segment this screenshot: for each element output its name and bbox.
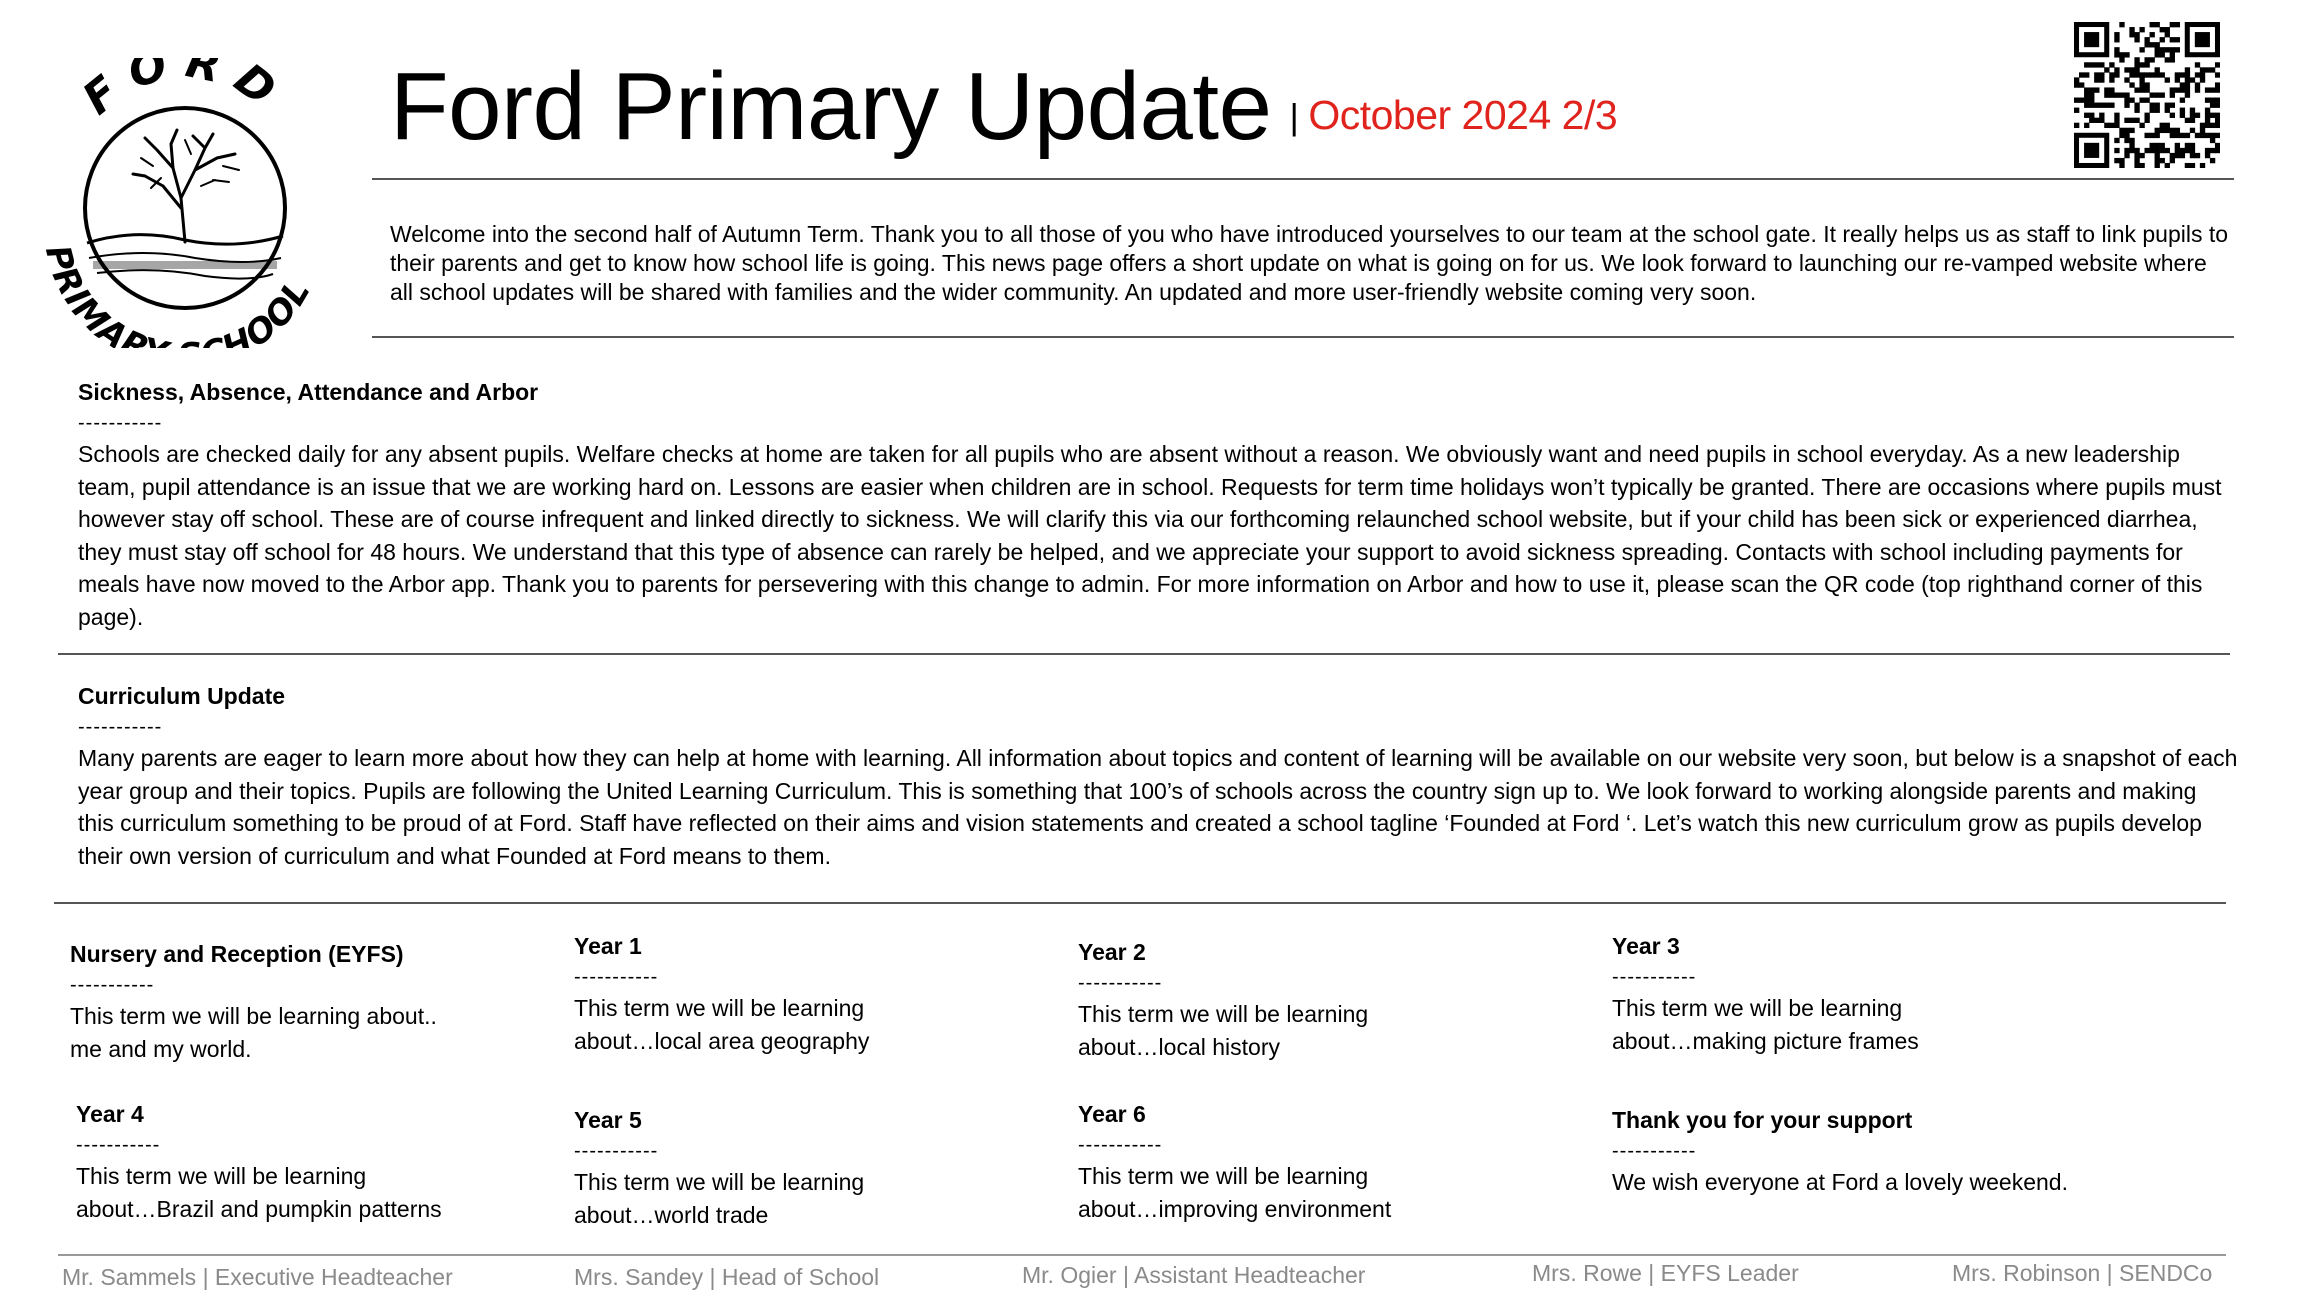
year-text-line: This term we will be learning — [1078, 1163, 1369, 1189]
year-heading: Year 4 — [76, 1101, 144, 1127]
year-divider-text: ----------- — [574, 1140, 659, 1162]
year-block-1 — [574, 930, 1054, 1057]
year-heading: Year 3 — [1612, 933, 1680, 959]
year-block-5 — [574, 1104, 1054, 1231]
thank-you-divider-text: ----------- — [1612, 1140, 1697, 1162]
year-text-line: about…world trade — [574, 1201, 769, 1228]
section-curriculum — [78, 680, 2238, 872]
school-logo — [45, 58, 325, 348]
svg-text:FORD: FORD — [73, 58, 297, 125]
year-text-line: about…local history — [1078, 1033, 1280, 1060]
footer-staff-4: Mrs. Rowe | EYFS Leader — [1532, 1260, 1799, 1286]
footer-staff-2: Mrs. Sandey | Head of School — [574, 1264, 880, 1290]
footer-staff-5: Mrs. Robinson | SENDCo — [1952, 1260, 2213, 1286]
section-body: Schools are checked daily for any absent pupils. Welfare checks at home are taken for all pupils who are absent without a reason. We obviously want and need pupils in school everyday. As a new leadership team, pupil attendance is an issue that we are working hard on. Lessons are easier when children are in school. Requests for term time holidays won’t typically be granted. There are occasions where pupils must however stay off school. These are of course infrequent and linked directly to sickness. We will clarify this via our forthcoming relaunched school website, but if your child has been sick or experienced diarrhea, they must stay off school for 48 hours. We understand that this type of absence can rarely be helped, and we appreciate your support to avoid sickness spreading. Contacts with school including payments for meals have now moved to the Arbor app. Thank you to parents for persevering with this change to admin. For more information on Arbor and how to use it, please scan the QR code (top righthand corner of this page). — [78, 441, 2222, 630]
year-text-line: This term we will be learning — [1078, 1001, 1369, 1027]
section-divider — [58, 653, 2230, 655]
year-heading: Year 6 — [1078, 1101, 1146, 1127]
issue-date: October 2024 2/3 — [1308, 92, 1618, 138]
section-heading: Curriculum Update — [78, 683, 286, 709]
footer-staff-3: Mr. Ogier | Assistant Headteacher — [1022, 1262, 1366, 1288]
year-block-eyfs — [70, 938, 550, 1065]
footer-divider — [58, 1254, 2226, 1256]
year-divider-text: ----------- — [574, 966, 659, 988]
year-text-line: about…Brazil and pumpkin patterns — [76, 1195, 442, 1222]
tree-logo-icon — [45, 58, 325, 348]
thank-you-text: We wish everyone at Ford a lovely weekend. — [1612, 1169, 2068, 1195]
year-divider-text: ----------- — [76, 1134, 161, 1156]
page-title — [390, 52, 1617, 172]
year-text-line: me and my world. — [70, 1035, 252, 1062]
section-divider — [54, 902, 2226, 904]
title-text: Ford Primary Update — [390, 53, 1272, 160]
year-divider-text: ----------- — [1078, 1134, 1163, 1156]
year-divider-text: ----------- — [1078, 972, 1163, 994]
intro-divider — [372, 336, 2234, 338]
intro-paragraph: Welcome into the second half of Autumn Term. Thank you to all those of you who have introduced yourselves to our team at the school gate. It really helps us as staff to link pupils to their parents and get to know how school life is going. This news page offers a short update on what is going on for us. We look forward to launching our re-vamped website where all school updates will be shared with families and the wider community. An updated and more user-friendly website coming very soon. — [390, 221, 2229, 305]
year-heading: Year 1 — [574, 933, 642, 959]
year-divider-text: ----------- — [1612, 966, 1697, 988]
year-text-line: This term we will be learning about.. — [70, 1003, 437, 1029]
year-text-line: about…improving environment — [1078, 1195, 1392, 1222]
year-block-3 — [1612, 930, 2212, 1057]
section-body: Many parents are eager to learn more about how they can help at home with learning. All information about topics and content of learning will be available on our website very soon, but below is a snapshot of each year group and their topics. Pupils are following the United Learning Curriculum. This is something that 100’s of schools across the country sign up to. We look forward to working alongside parents and making this curriculum something to be proud of at Ford. Staff have reflected on their aims and vision statements and created a school tagline ‘Founded at Ford ‘. Let’s watch this new curriculum grow as pupils develop their own version of curriculum and what Founded at Ford means to them. — [78, 745, 2238, 869]
qr-code-graphic — [2074, 22, 2220, 168]
section-divider-text: ----------- — [78, 412, 163, 434]
year-block-6 — [1078, 1098, 1558, 1225]
year-block-2 — [1078, 936, 1558, 1063]
year-block-4 — [76, 1098, 556, 1225]
header-divider — [372, 178, 2234, 180]
year-text-line: about…making picture frames — [1612, 1027, 1919, 1054]
title-separator: | — [1289, 96, 1299, 137]
section-heading: Sickness, Absence, Attendance and Arbor — [78, 379, 539, 405]
year-text-line: This term we will be learning — [76, 1163, 367, 1189]
footer-staff-1: Mr. Sammels | Executive Headteacher — [62, 1264, 453, 1290]
year-heading: Nursery and Reception (EYFS) — [70, 941, 404, 967]
year-heading: Year 2 — [1078, 939, 1146, 965]
thank-you-heading: Thank you for your support — [1612, 1107, 1913, 1133]
qr-code-icon — [2074, 22, 2220, 168]
year-text-line: This term we will be learning — [574, 1169, 865, 1195]
section-attendance — [78, 376, 2238, 633]
svg-text:PRIMARY SCHOOL: RIMAR HOOL — [45, 260, 319, 348]
year-text-line: about…local area geography — [574, 1027, 870, 1054]
thank-you-block — [1612, 1104, 2232, 1199]
year-text-line: This term we will be learning — [574, 995, 865, 1021]
year-heading: Year 5 — [574, 1107, 642, 1133]
year-divider-text: ----------- — [70, 974, 155, 996]
year-text-line: This term we will be learning — [1612, 995, 1903, 1021]
section-divider-text: ----------- — [78, 716, 163, 738]
